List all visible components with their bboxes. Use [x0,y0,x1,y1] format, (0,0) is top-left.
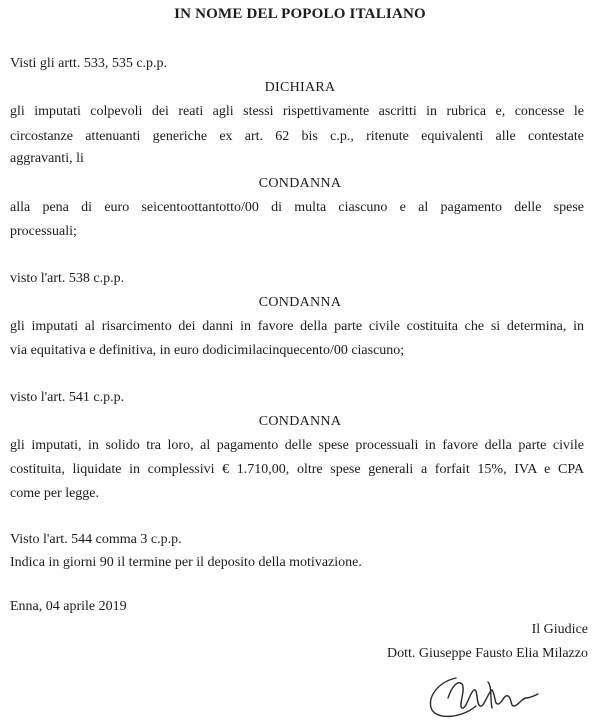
condanna-title-2: CONDANNA [258,295,342,310]
visti-articles: Visti gli artt. 533, 535 c.p.p. [10,56,168,71]
condanna-2-line-2: via equitativa e definitiva, in euro dodicimilacinquecento/00 ciascuno; [10,343,405,358]
document-heading: IN NOME DEL POPOLO ITALIANO [174,6,426,22]
visto-art-538: visto l'art. 538 c.p.p. [10,271,125,286]
condanna-3-line-1: gli imputati, in solido tra loro, al pagamento delle spese processuali in favore della parte civile [10,438,584,453]
condanna-3-line-2: costituita, liquidate in complessivi € 1.710,00, oltre spese generali a forfait 15%, IVA e CPA [10,462,584,477]
visto-art-544: Visto l'art. 544 comma 3 c.p.p. [10,532,182,547]
indica-termine: Indica in giorni 90 il termine per il deposito della motivazione. [10,555,362,570]
visto-art-541: visto l'art. 541 c.p.p. [10,390,125,405]
dichiara-text-line-1: gli imputati colpevoli dei reati agli stessi rispettivamente ascritti in rubrica e, concesse le [10,104,584,119]
condanna-1-line-2: processuali; [10,224,77,239]
condanna-title-3: CONDANNA [258,414,342,429]
judge-name: Dott. Giuseppe Fausto Elia Milazzo [386,646,588,661]
condanna-title-1: CONDANNA [258,176,342,191]
condanna-3-line-3: come per legge. [10,486,100,501]
dichiara-text-line-3: aggravanti, li [10,151,84,166]
condanna-2-line-1: gli imputati al risarcimento dei danni in favore della parte civile costituita che si determina, in [10,319,584,334]
place-date: Enna, 04 aprile 2019 [10,599,127,614]
dichiara-text-line-2: circostanze attenuanti generiche ex art. 62 bis c.p., ritenute equivalenti alle contestate [10,129,584,144]
judge-title: Il Giudice [531,622,588,637]
handwritten-signature [418,668,558,720]
dichiara-title: DICHIARA [264,80,336,95]
condanna-1-line-1: alla pena di euro seicentoottantotto/00 di multa ciascuno e al pagamento delle spese [10,200,584,215]
